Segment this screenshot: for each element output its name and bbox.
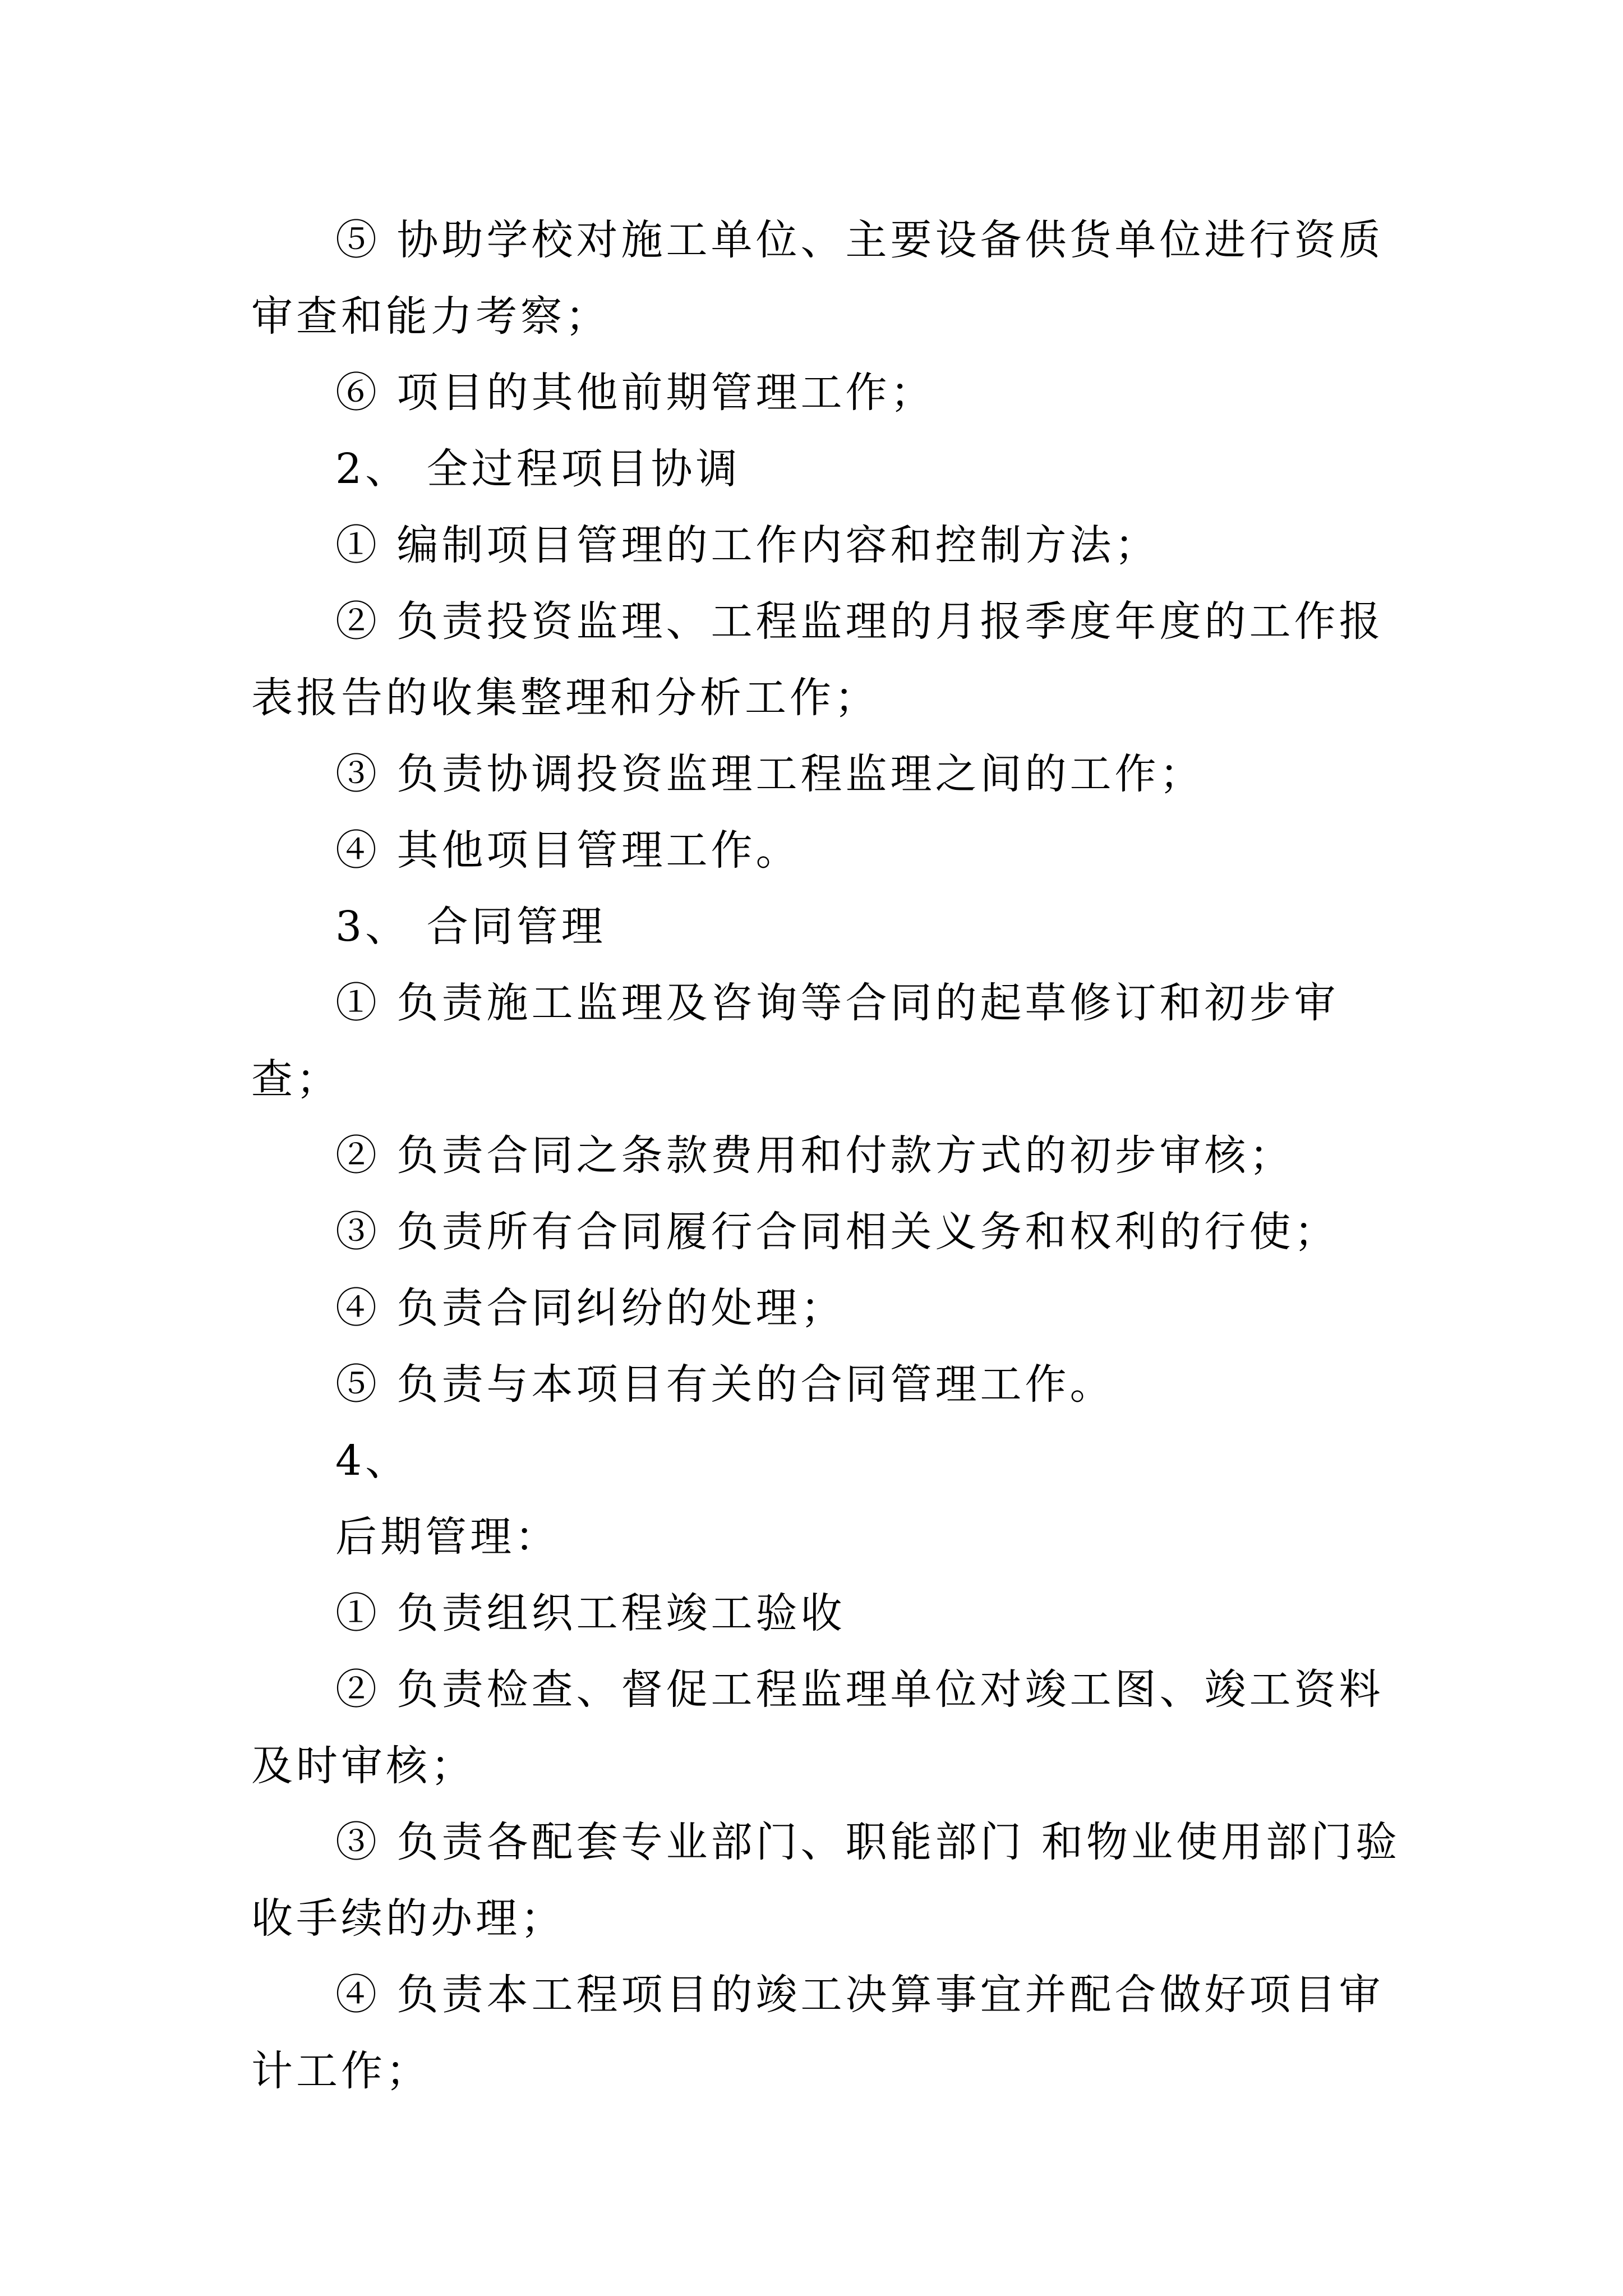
document-body [251,202,1401,2109]
paragraph: ④ 其他项目管理工作。 [335,826,801,875]
paragraph: ⑤ 负责与本项目有关的合同管理工作。 [335,1360,1115,1409]
section-number: 4、 [335,1437,411,1485]
paragraph: ② 负责投资监理、工程监理的月报季度年度的工作报表报告的收集整理和分析工作； [251,597,1384,722]
paragraph: ④ 负责合同纠纷的处理； [335,1284,846,1332]
paragraph: ① 负责施工监理及咨询等合同的起草修订和初步审查； [251,979,1339,1103]
paragraph: ④ 负责本工程项目的竣工决算事宜并配合做好项目审计工作； [251,1971,1384,2095]
paragraph: ⑤ 协助学校对施工单位、主要设备供货单位进行资质审查和能力考察； [251,216,1384,341]
paragraph: ① 负责组织工程竣工验收 [335,1589,846,1637]
paragraph: ③ 负责各配套专业部门、职能部门 和物业使用部门验收手续的办理； [251,1818,1401,1943]
paragraph: ③ 负责协调投资监理工程监理之间的工作； [335,750,1205,798]
section-heading: 3、 合同管理 [335,903,606,951]
paragraph: ① 编制项目管理的工作内容和控制方法； [335,521,1160,569]
paragraph: ② 负责检查、督促工程监理单位对竣工图、竣工资料及时审核； [251,1665,1384,1790]
paragraph: ② 负责合同之条款费用和付款方式的初步审核； [335,1131,1294,1180]
section-heading: 后期管理： [335,1513,560,1561]
paragraph: ③ 负责所有合同履行合同相关义务和权利的行使； [335,1208,1339,1256]
section-heading: 2、 全过程项目协调 [335,445,741,493]
paragraph: ⑥ 项目的其他前期管理工作； [335,369,935,417]
